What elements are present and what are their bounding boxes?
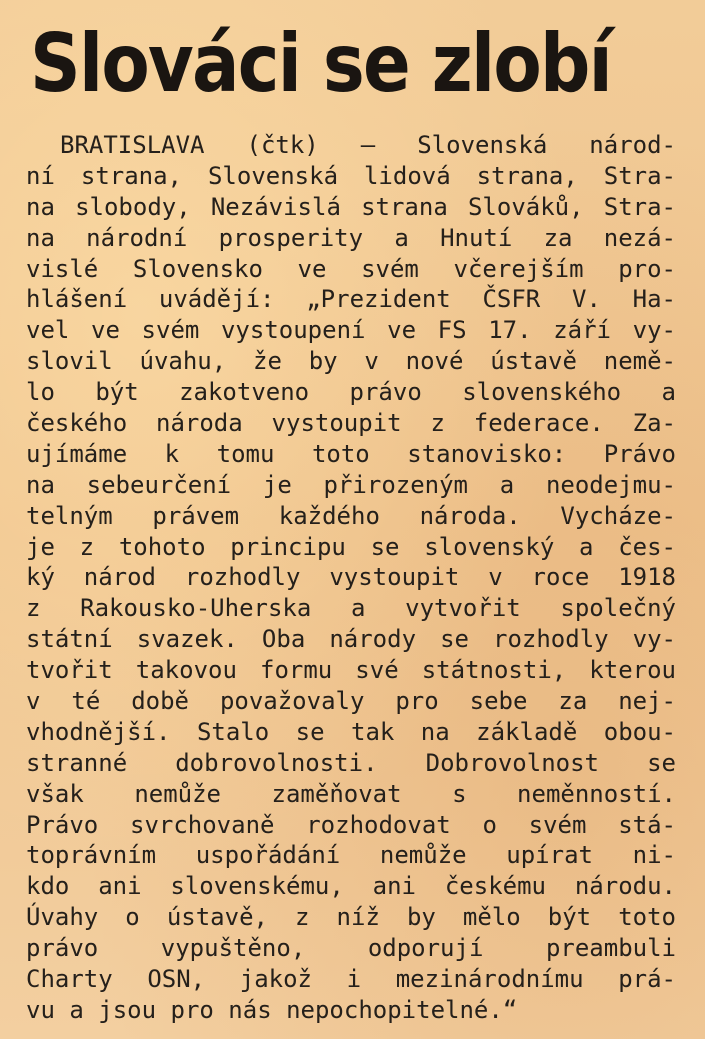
article-line: právo vypuštěno, odporují preambuli bbox=[26, 934, 676, 963]
headline: Slováci se zlobí bbox=[30, 17, 611, 110]
article-line: slovil úvahu, že by v nové ústavě nemě- bbox=[26, 347, 676, 376]
article-line: je z tohoto principu se slovenský a čes- bbox=[26, 532, 676, 561]
article-body bbox=[26, 130, 676, 1026]
article-line: v té době považovaly pro sebe za nej- bbox=[26, 687, 676, 716]
article-line: na národní prosperity a Hnutí za nezá- bbox=[26, 223, 676, 252]
article-line: Úvahy o ústavě, z níž by mělo být toto bbox=[26, 903, 676, 932]
article-line: ujímáme k tomu toto stanovisko: Právo bbox=[26, 439, 676, 468]
article-line: vu a jsou pro nás nepochopitelné.“ bbox=[26, 995, 518, 1024]
article-line: telným právem každého národa. Vycháze- bbox=[26, 501, 676, 530]
article-line: kdo ani slovenskému, ani českému národu. bbox=[26, 872, 676, 901]
article-line: stranné dobrovolnosti. Dobrovolnost se bbox=[26, 748, 676, 777]
article-line: toprávním uspořádání nemůže upírat ni- bbox=[26, 841, 676, 870]
article-line: z Rakousko-Uherska a vytvořit společný bbox=[26, 594, 676, 623]
article-line: ní strana, Slovenská lidová strana, Stra- bbox=[26, 161, 676, 190]
article-line: tvořit takovou formu své státnosti, kterou bbox=[26, 656, 676, 685]
article-line: ký národ rozhodly vystoupit v roce 1918 bbox=[26, 563, 676, 592]
article-line: Charty OSN, jakož i mezinárodnímu prá- bbox=[26, 965, 676, 994]
article-line: BRATISLAVA (čtk) — Slovenská národ- bbox=[60, 131, 676, 159]
article-line: lo být zakotveno právo slovenského a bbox=[26, 378, 676, 407]
article-line: Právo svrchovaně rozhodovat o svém stá- bbox=[26, 810, 676, 839]
article-line: vel ve svém vystoupení ve FS 17. září vy- bbox=[26, 316, 676, 345]
article-line: hlášení uvádějí: „Prezident ČSFR V. Ha- bbox=[26, 285, 676, 314]
article-line: na sebeurčení je přirozeným a neodejmu- bbox=[26, 470, 676, 499]
article-line: na slobody, Nezávislá strana Slováků, Stra- bbox=[26, 192, 676, 221]
article-line: však nemůže zaměňovat s neměnností. bbox=[26, 779, 676, 808]
article-line: vhodnější. Stalo se tak na základě obou- bbox=[26, 717, 676, 746]
article-line: vislé Slovensko ve svém včerejším pro- bbox=[26, 254, 676, 283]
article-line: státní svazek. Oba národy se rozhodly vy- bbox=[26, 625, 676, 654]
article-line: českého národa vystoupit z federace. Za- bbox=[26, 409, 676, 438]
